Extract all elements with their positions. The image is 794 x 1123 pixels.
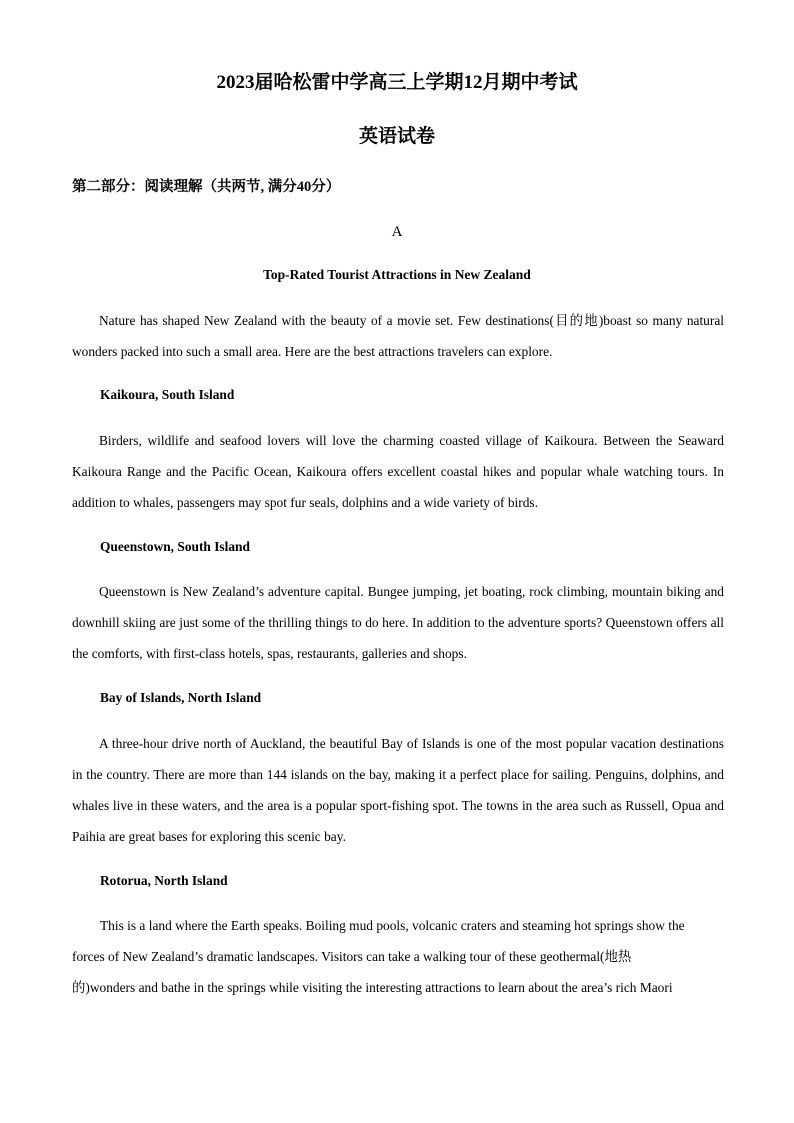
intro-paragraph: Nature has shaped New Zealand with the beauty of a movie set. Few destinations(目的地)boast so many natural wonders packed into such a small area. Here are the best attractions travelers can explore.: [72, 313, 724, 359]
part-heading: 第二部分：阅读理解（共两节, 满分40分）: [72, 179, 341, 195]
section-paragraph-kaikoura: Birders, wildlife and seafood lovers will love the charming coasted village of Kaikoura. Between the Seaward Kaikoura Range and the Pacific Ocean, Kaikoura offers excellent coastal hikes and popular whale watching tours. In addition to whales, passengers may spot fur seals, dolphins and a wide variety of birds.: [72, 433, 724, 510]
passage-letter: A: [391, 224, 403, 240]
section-heading-queenstown: Queenstown, South Island: [100, 539, 250, 554]
section-heading-rotorua: Rotorua, North Island: [100, 873, 228, 888]
rotorua-line-1: This is a land where the Earth speaks. Boiling mud pools, volcanic craters and steaming hot springs show the: [100, 918, 685, 933]
page-subtitle: 英语试卷: [358, 126, 435, 147]
section-heading-bay-of-islands: Bay of Islands, North Island: [100, 690, 262, 705]
rotorua-line-2: forces of New Zealand’s dramatic landscapes. Visitors can take a walking tour of these geothermal(地热: [72, 949, 632, 964]
rotorua-line-3: 的)wonders and bathe in the springs while visiting the interesting attractions to learn about the area’s rich Maori: [72, 980, 673, 995]
section-paragraph-queenstown: Queenstown is New Zealand’s adventure capital. Bungee jumping, jet boating, rock climbing, mountain biking and downhill skiing are just some of the thrilling things to do here. In addition to the adventure sports? Queenstown offers all the comforts, with first-class hotels, spas, restaurants, galleries and shops.: [72, 584, 724, 661]
section-paragraph-bay-of-islands: A three-hour drive north of Auckland, the beautiful Bay of Islands is one of the most popular vacation destinations in the country. There are more than 144 islands on the bay, making it a perfect place for sailing. Penguins, dolphins, and whales live in these waters, and the area is a popular sport-fishing spot. The towns in the area such as Russell, Opua and Paihia are great bases for exploring this scenic bay.: [72, 736, 724, 844]
section-heading-kaikoura: Kaikoura, South Island: [100, 387, 235, 402]
page-title: 2023届哈松雷中学高三上学期12月期中考试: [216, 72, 578, 93]
article-title: Top-Rated Tourist Attractions in New Zealand: [263, 267, 531, 282]
